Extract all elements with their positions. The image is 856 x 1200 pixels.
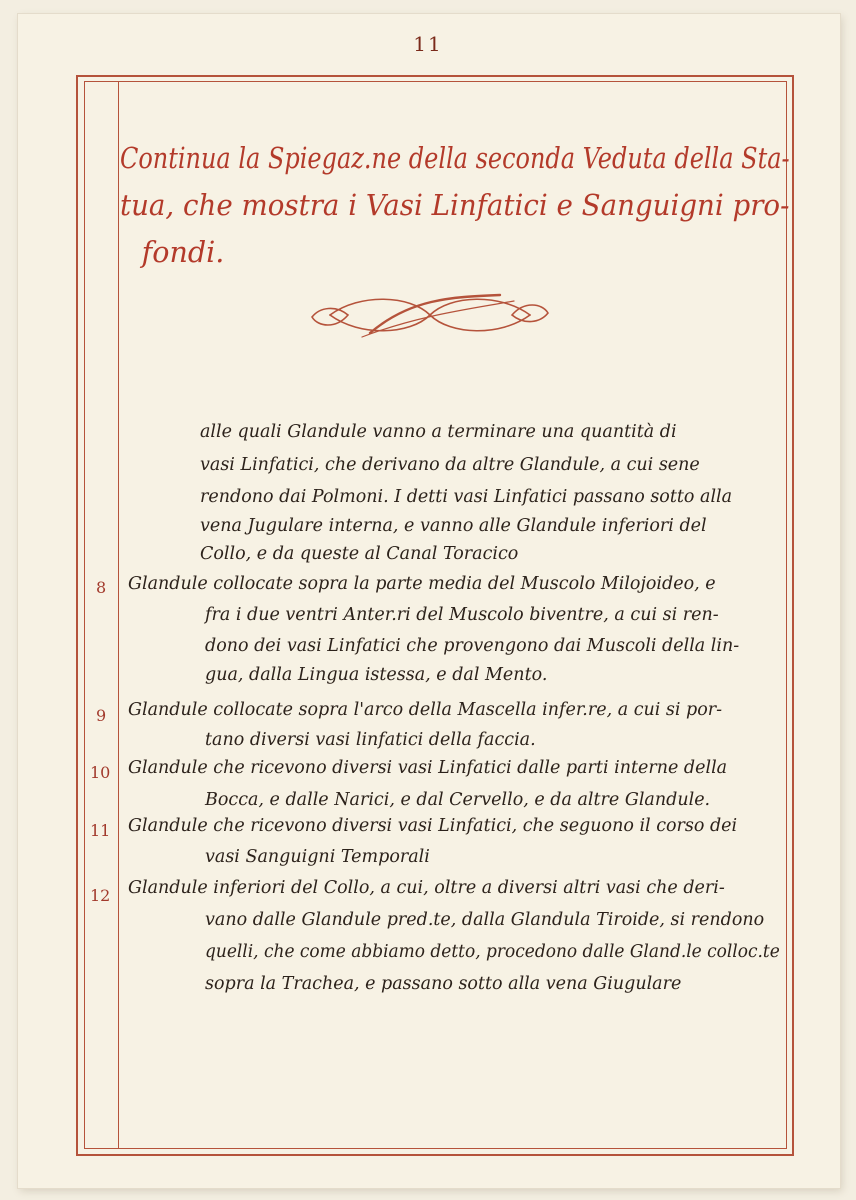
text-line: vasi Sanguigni Temporali [205, 847, 430, 867]
entry-number: 9 [96, 706, 107, 725]
text-line: dono dei vasi Linfatici che provengono dai Muscoli della lin- [205, 636, 740, 656]
text-line: rendono dai Polmoni. I detti vasi Linfatici passano sotto alla [200, 487, 733, 507]
text-line: vasi Linfatici, che derivano da altre Glandule, a cui sene [200, 455, 700, 475]
frame-inner-top [84, 81, 786, 82]
text-line: Glandule inferiori del Collo, a cui, oltre a diversi altri vasi che deri- [128, 878, 725, 898]
page-title [120, 135, 800, 276]
text-line: fra i due ventri Anter.ri del Muscolo biventre, a cui si ren- [205, 605, 719, 625]
frame-outer-left [76, 75, 78, 1155]
text-line: alle quali Glandule vanno a terminare una quantità di [200, 422, 677, 442]
frame-outer-bottom [76, 1154, 794, 1156]
text-line: vena Jugulare interna, e vanno alle Glandule inferiori del [200, 516, 707, 536]
text-line: Glandule che ricevono diversi vasi Linfatici, che seguono il corso dei [128, 816, 738, 836]
text-line: Glandule che ricevono diversi vasi Linfatici dalle parti interne della [128, 758, 728, 778]
text-line: vano dalle Glandule pred.te, dalla Glandula Tiroide, si rendono [205, 910, 765, 930]
text-line: tano diversi vasi linfatici della faccia. [205, 730, 536, 750]
entry-number: 11 [90, 821, 111, 840]
text-line: sopra la Trachea, e passano sotto alla vena Giugulare [205, 974, 682, 994]
calligraphic-flourish [300, 285, 560, 345]
title-line: Continua la Spiegaz.ne della seconda Veduta della Sta- [120, 141, 790, 175]
title-line: fondi. [141, 235, 225, 269]
entry-number: 8 [96, 578, 107, 597]
text-line: Glandule collocate sopra la parte media del Muscolo Milojoideo, e [128, 574, 716, 594]
entry-number: 12 [90, 886, 111, 905]
text-line: Glandule collocate sopra l'arco della Mascella infer.re, a cui si por- [128, 700, 723, 720]
text-line: quelli, che come abbiamo detto, procedono dalle Gland.le colloc.te [205, 942, 780, 962]
entry-number: 10 [90, 763, 111, 782]
page-number: 11 [413, 32, 443, 56]
frame-outer-top [76, 75, 794, 77]
frame-inner-left [84, 81, 85, 1149]
text-line: gua, dalla Lingua istessa, e dal Mento. [205, 665, 548, 685]
frame-inner-bottom [84, 1148, 786, 1149]
text-line: Collo, e da queste al Canal Toracico [200, 544, 519, 564]
frame-margin-line [118, 81, 119, 1149]
text-line: Bocca, e dalle Narici, e dal Cervello, e da altre Glandule. [205, 790, 711, 810]
title-line: tua, che mostra i Vasi Linfatici e Sanguigni pro- [120, 188, 790, 222]
